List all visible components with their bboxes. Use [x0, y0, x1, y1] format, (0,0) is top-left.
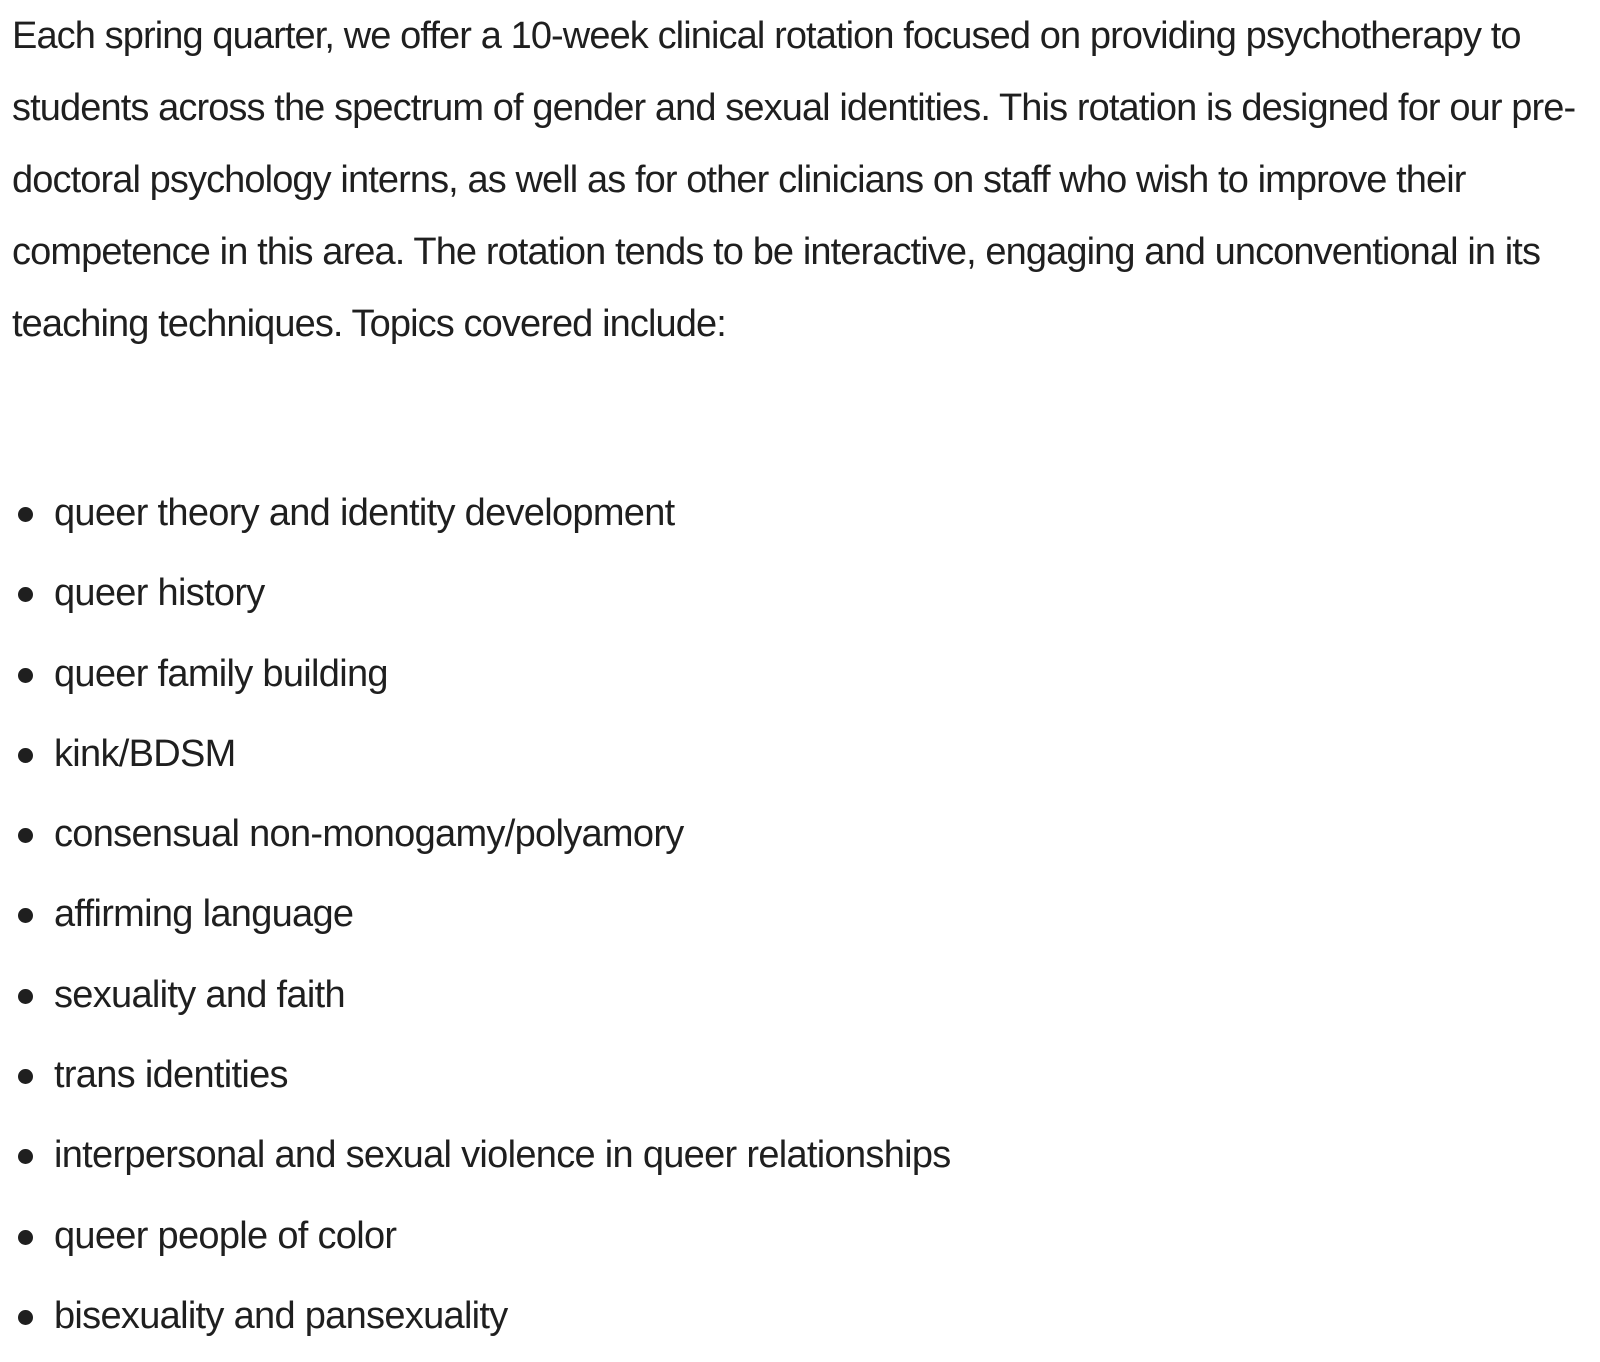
topic-label: queer family building	[54, 652, 388, 695]
list-item	[0, 800, 1600, 880]
list-item	[0, 720, 1600, 800]
list-item	[0, 1041, 1600, 1121]
topic-label: affirming language	[54, 893, 354, 936]
bullet-icon	[18, 587, 33, 602]
bullet-icon	[18, 989, 33, 1004]
bullet-icon	[18, 828, 33, 843]
bullet-icon	[18, 668, 33, 683]
bullet-icon	[18, 1069, 33, 1084]
bullet-icon	[18, 748, 33, 763]
topic-label: interpersonal and sexual violence in queer relationships	[54, 1134, 951, 1177]
topic-label: queer people of color	[54, 1214, 397, 1257]
list-item	[0, 1202, 1600, 1282]
list-item	[0, 1121, 1600, 1201]
list-item	[0, 961, 1600, 1041]
list-item	[0, 640, 1600, 720]
topic-label: queer history	[54, 572, 265, 615]
bullet-icon	[18, 507, 33, 522]
topic-label: bisexuality and pansexuality	[54, 1294, 508, 1337]
list-item	[0, 880, 1600, 960]
intro-paragraph: Each spring quarter, we offer a 10-week clinical rotation focused on providing psychotherapy to students across the spectrum of gender and sexual identities. This rotation is designed for our pre-doctoral psychology interns, as well as for other clinicians on staff who wish to improve their competence in this area. The rotation tends to be interactive, engaging and unconventional in its teaching techniques. Topics covered include:	[12, 15, 1576, 345]
bullet-icon	[18, 1310, 33, 1325]
bullet-icon	[18, 1230, 33, 1245]
bullet-icon	[18, 908, 33, 923]
list-item	[0, 479, 1600, 559]
topic-label: kink/BDSM	[54, 732, 236, 775]
topic-label: trans identities	[54, 1054, 288, 1097]
bullet-icon	[18, 1149, 33, 1164]
topics-list	[0, 479, 1600, 1362]
topic-label: queer theory and identity development	[54, 492, 675, 534]
topic-label: sexuality and faith	[54, 973, 345, 1016]
topic-label: consensual non-monogamy/polyamory	[54, 813, 684, 856]
list-item	[0, 1282, 1600, 1362]
list-item	[0, 559, 1600, 639]
